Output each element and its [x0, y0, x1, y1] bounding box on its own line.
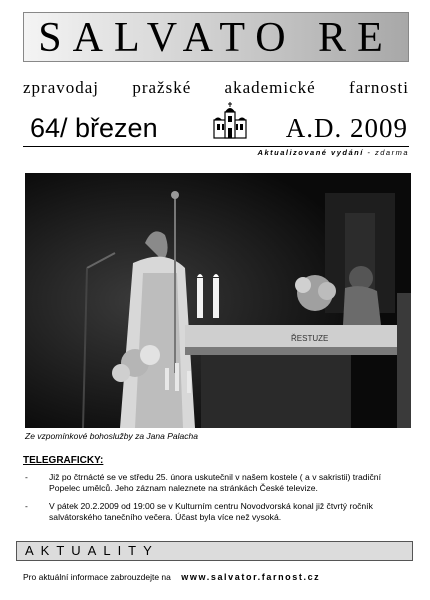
subtitle-word: pražské: [132, 78, 192, 97]
altar-inscription: ŘESTUZE: [291, 334, 329, 343]
bullet-dash: -: [25, 501, 28, 511]
subtitle: [23, 78, 409, 98]
bullet-dash: -: [25, 472, 28, 482]
website-link[interactable]: www.salvator.farnost.cz: [181, 572, 321, 582]
list-item: [23, 472, 413, 494]
subtitle-word: zpravodaj: [23, 78, 100, 97]
issue-year: A.D. 2009: [285, 113, 408, 143]
edition-note: [200, 148, 409, 157]
edition-label: Aktualizované vydání: [257, 148, 364, 157]
masthead-title: SALVATO RE: [38, 15, 394, 61]
list-item-text: Již po čtrnácté se ve středu 25. února uskutečnil v našem kostele ( a v sakristii) tradiční Popelec umělců. Jeho záznam naleznete na stránkách České televize.: [49, 472, 381, 493]
footer-text: Pro aktuální informace zabrouzdejte na: [23, 572, 171, 582]
subtitle-word: akademické: [224, 78, 316, 97]
edition-price: - zdarma: [363, 148, 409, 157]
telegraficky-list: [23, 472, 413, 530]
footer: [23, 572, 413, 582]
masthead-banner: [23, 12, 409, 62]
church-icon: [210, 100, 250, 140]
issue-number: 64/ březen: [30, 113, 158, 143]
list-item: [23, 501, 413, 523]
photo-caption: Ze vzpomínkové bohoslužby za Jana Palacha: [25, 431, 198, 441]
subtitle-word: farnosti: [349, 78, 409, 97]
aktuality-heading: AKTUALITY: [16, 541, 413, 561]
list-item-text: V pátek 20.2.2009 od 19:00 se v Kulturním centru Novodvorská konal již čtvrtý ročník salvátorského tanečního večera. Účast byla více než vysoká.: [49, 501, 373, 522]
telegraficky-heading: TELEGRAFICKY:: [23, 455, 104, 466]
main-photo: [25, 173, 411, 428]
divider: [23, 146, 409, 147]
